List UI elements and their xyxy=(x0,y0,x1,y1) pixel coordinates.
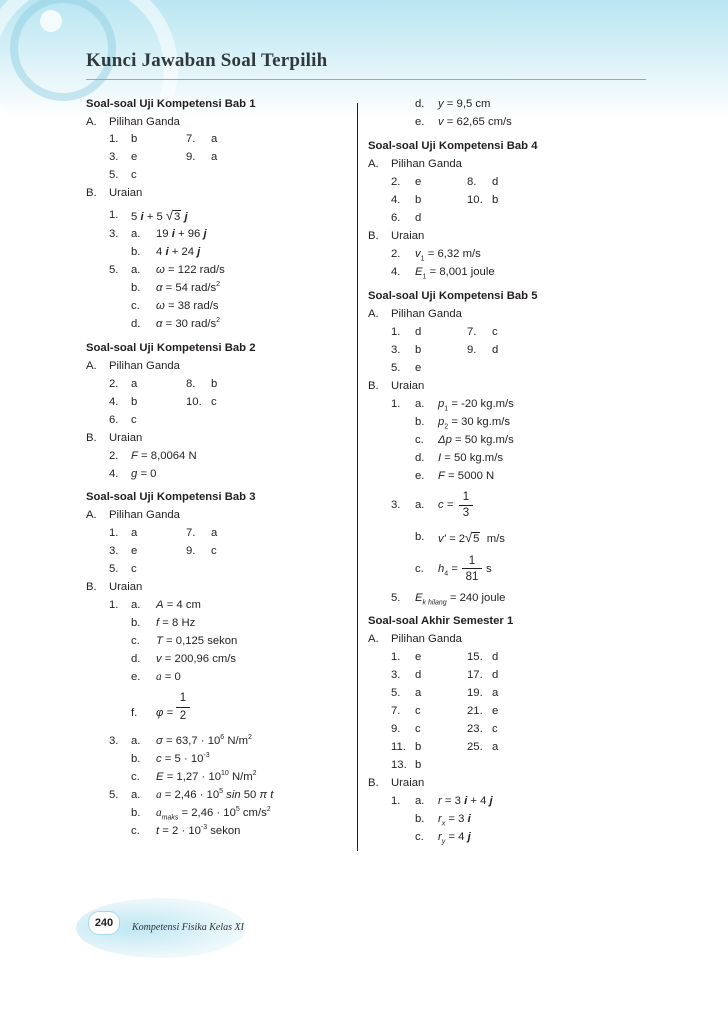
answer-number: 4. xyxy=(109,468,119,480)
section-letter: B. xyxy=(86,187,97,199)
section-letter: A. xyxy=(368,308,379,320)
answer-value: a xyxy=(131,378,138,390)
answer-number: 1. xyxy=(109,209,119,221)
formula: $E = 1,27 \cdot 10^{10}$ $N/m^2$ xyxy=(156,770,257,783)
answer-label: c. xyxy=(131,771,140,783)
answer-value: b xyxy=(415,344,422,356)
answer-value: a xyxy=(131,527,138,539)
formula: g = 0 xyxy=(131,468,157,480)
answer-value: b xyxy=(415,741,422,753)
answer-value: c xyxy=(492,723,498,735)
answer-value: d xyxy=(492,651,499,663)
subsection-title: Pilihan Ganda xyxy=(391,308,462,320)
section-letter: A. xyxy=(368,158,379,170)
answer-number: 7. xyxy=(186,133,196,145)
formula: I = 50 kg.m/s xyxy=(438,452,503,464)
answer-number: 1. xyxy=(391,398,401,410)
formula: F = 5000 N xyxy=(438,470,495,482)
answer-label: b. xyxy=(131,807,141,819)
section-heading: Soal-soal Uji Kompetensi Bab 4 xyxy=(368,140,538,152)
fraction-denominator: 3 xyxy=(462,507,470,519)
formula: $a = 2,46 \cdot 10^5$ sin 50 π t xyxy=(156,788,274,801)
unit: s xyxy=(486,563,492,575)
answer-number: 5. xyxy=(109,264,119,276)
answer-number: 1. xyxy=(391,651,401,663)
answer-number: 3. xyxy=(109,228,119,240)
answer-number: 1. xyxy=(391,795,401,807)
answer-number: 4. xyxy=(109,396,119,408)
answer-number: 4. xyxy=(391,194,401,206)
fraction-numerator: 1 xyxy=(179,692,187,704)
formula: y = 9,5 cm xyxy=(438,98,491,110)
formula: v = 200,96 cm/s xyxy=(156,653,237,665)
answer-label: b. xyxy=(131,617,141,629)
answer-value: b xyxy=(131,133,138,145)
answer-value: d xyxy=(492,669,499,681)
answer-number: 9. xyxy=(467,344,477,356)
answer-number: 5. xyxy=(391,362,401,374)
section-letter: A. xyxy=(86,360,97,372)
answer-label: a. xyxy=(415,795,425,807)
page-title: Kunci Jawaban Soal Terpilih xyxy=(86,50,328,71)
formula: $a_{maks} = 2,46 \cdot 10^5$ $cm/s^2$ xyxy=(156,806,271,822)
formula: v = 62,65 cm/s xyxy=(438,116,512,128)
formula: $v_1 = 6,32$ m/s xyxy=(415,248,481,263)
answer-number: 1. xyxy=(391,326,401,338)
answer-value: b xyxy=(131,396,138,408)
formula: a = 0 xyxy=(156,671,181,683)
answer-number: 3. xyxy=(391,669,401,681)
answer-value: b xyxy=(415,759,422,771)
formula: φ = xyxy=(156,707,174,719)
section-letter: A. xyxy=(86,509,97,521)
answer-number: 3. xyxy=(391,499,401,511)
answer-value: e xyxy=(131,545,138,557)
section-letter: B. xyxy=(368,230,379,242)
answer-value: a xyxy=(492,687,499,699)
title-rule xyxy=(86,79,646,80)
answer-value: c xyxy=(211,545,217,557)
formula: r = 3 i + 4 j xyxy=(438,795,493,807)
section-letter: B. xyxy=(86,581,97,593)
answer-number: 9. xyxy=(186,545,196,557)
answer-label: a. xyxy=(131,264,141,276)
answer-number: 7. xyxy=(186,527,196,539)
answer-number: 6. xyxy=(391,212,401,224)
answer-value: e xyxy=(415,362,422,374)
answer-number: 2. xyxy=(391,248,401,260)
formula: $p_1 = -20$ kg.m/s xyxy=(438,398,514,413)
answer-value: a xyxy=(211,133,218,145)
section-letter: B. xyxy=(368,777,379,789)
section-letter: A. xyxy=(86,116,97,128)
answer-number: 21. xyxy=(467,705,483,717)
answer-label: f. xyxy=(131,707,138,719)
fraction-bar xyxy=(176,707,190,708)
section-heading: Soal-soal Uji Kompetensi Bab 5 xyxy=(368,290,538,302)
answer-label: a. xyxy=(131,599,141,611)
answer-label: c. xyxy=(131,635,140,647)
formula: $\sigma = 63,7 \cdot 10^6$ $N/m^2$ xyxy=(156,734,252,747)
answer-number: 3. xyxy=(109,735,119,747)
answer-number: 2. xyxy=(109,450,119,462)
answer-value: c xyxy=(415,705,421,717)
formula: Δp = 50 kg.m/s xyxy=(438,434,514,446)
answer-label: c. xyxy=(415,831,424,843)
footer-book-title: Kompetensi Fisika Kelas XI xyxy=(132,922,244,933)
formula: A = 4 cm xyxy=(156,599,201,611)
formula: T = 0,125 sekon xyxy=(156,635,238,647)
fraction-numerator: 1 xyxy=(462,491,470,503)
answer-value: c xyxy=(492,326,498,338)
formula: v' = 2√5 m/s xyxy=(438,530,505,545)
answer-label: a. xyxy=(415,398,425,410)
fraction-denominator: 2 xyxy=(179,710,187,722)
section-heading: Soal-soal Uji Kompetensi Bab 1 xyxy=(86,98,256,110)
formula: $c = 5 \cdot 10^{-3}$ xyxy=(156,752,210,765)
fraction-bar xyxy=(459,505,473,506)
fraction-denominator: 81 xyxy=(465,571,479,583)
subsection-title: Pilihan Ganda xyxy=(109,509,180,521)
section-heading: Soal-soal Uji Kompetensi Bab 2 xyxy=(86,342,256,354)
answer-value: d xyxy=(415,326,422,338)
answer-label: d. xyxy=(415,98,425,110)
answer-value: d xyxy=(492,176,499,188)
formula: $p_2 = 30$ kg.m/s xyxy=(438,416,511,431)
answer-number: 23. xyxy=(467,723,483,735)
answer-number: 5. xyxy=(109,563,119,575)
answer-label: b. xyxy=(415,416,425,428)
answer-label: a. xyxy=(131,735,141,747)
answer-number: 10. xyxy=(186,396,202,408)
answer-label: b. xyxy=(131,753,141,765)
answer-number: 5. xyxy=(109,169,119,181)
subsection-title: Pilihan Ganda xyxy=(391,633,462,645)
formula: 19 i + 96 j xyxy=(156,228,207,240)
answer-number: 1. xyxy=(109,527,119,539)
formula: 4 i + 24 j xyxy=(156,246,201,258)
answer-number: 6. xyxy=(109,414,119,426)
formula: ω = 38 rad/s xyxy=(156,300,219,312)
formula: $h_4$ = xyxy=(438,563,458,578)
fraction-numerator: 1 xyxy=(468,555,476,567)
answer-label: a. xyxy=(131,789,141,801)
answer-value: a xyxy=(492,741,499,753)
answer-number: 7. xyxy=(391,705,401,717)
decorative-dot xyxy=(40,10,62,32)
answer-value: e xyxy=(415,651,422,663)
answer-label: d. xyxy=(415,452,425,464)
section-letter: B. xyxy=(368,380,379,392)
subsection-title: Pilihan Ganda xyxy=(391,158,462,170)
formula: c = xyxy=(438,499,454,511)
formula: α = 54 rad/$s^2$ xyxy=(156,281,221,294)
formula: α = 30 rad/$s^2$ xyxy=(156,317,221,330)
answer-value: a xyxy=(211,527,218,539)
answer-label: c. xyxy=(131,300,140,312)
formula: $r_y = 4$ j xyxy=(438,831,471,846)
answer-label: b. xyxy=(131,246,141,258)
answer-label: b. xyxy=(131,282,141,294)
answer-number: 4. xyxy=(391,266,401,278)
answer-number: 1. xyxy=(109,599,119,611)
column-divider xyxy=(357,103,358,851)
answer-value: c xyxy=(211,396,217,408)
answer-value: c xyxy=(415,723,421,735)
answer-label: b. xyxy=(415,813,425,825)
subsection-title: Uraian xyxy=(391,777,425,789)
answer-number: 2. xyxy=(109,378,119,390)
answer-number: 3. xyxy=(391,344,401,356)
answer-number: 19. xyxy=(467,687,483,699)
subsection-title: Uraian xyxy=(391,380,425,392)
subsection-title: Uraian xyxy=(391,230,425,242)
answer-value: b xyxy=(415,194,422,206)
section-heading: Soal-soal Uji Kompetensi Bab 3 xyxy=(86,491,256,503)
subsection-title: Pilihan Ganda xyxy=(109,116,180,128)
answer-value: a xyxy=(211,151,218,163)
answer-number: 3. xyxy=(109,545,119,557)
answer-number: 8. xyxy=(186,378,196,390)
section-heading: Soal-soal Akhir Semester 1 xyxy=(368,615,514,627)
answer-number: 1. xyxy=(109,133,119,145)
answer-number: 5. xyxy=(391,687,401,699)
answer-value: a xyxy=(415,687,422,699)
answer-value: c xyxy=(131,563,137,575)
formula: $t = 2 \cdot 10^{-3}$ sekon xyxy=(156,824,241,837)
answer-value: d xyxy=(492,344,499,356)
answer-label: d. xyxy=(131,653,141,665)
answer-value: e xyxy=(415,176,422,188)
answer-number: 5. xyxy=(109,789,119,801)
formula: f = 8 Hz xyxy=(156,617,196,629)
answer-number: 9. xyxy=(186,151,196,163)
answer-number: 8. xyxy=(467,176,477,188)
fraction-bar xyxy=(462,568,482,569)
formula: ω = 122 rad/s xyxy=(156,264,225,276)
answer-label: d. xyxy=(131,318,141,330)
subsection-title: Pilihan Ganda xyxy=(109,360,180,372)
answer-label: a. xyxy=(131,228,141,240)
subsection-title: Uraian xyxy=(109,581,143,593)
answer-value: c xyxy=(131,414,137,426)
answer-number: 10. xyxy=(467,194,483,206)
answer-number: 2. xyxy=(391,176,401,188)
answer-value: d xyxy=(415,669,422,681)
answer-label: c. xyxy=(415,563,424,575)
subsection-title: Uraian xyxy=(109,432,143,444)
answer-number: 11. xyxy=(391,741,406,753)
answer-number: 9. xyxy=(391,723,401,735)
answer-label: b. xyxy=(415,531,425,543)
answer-label: a. xyxy=(415,499,425,511)
formula: F = 8,0064 N xyxy=(131,450,197,462)
answer-label: e. xyxy=(415,116,425,128)
answer-number: 3. xyxy=(109,151,119,163)
answer-label: e. xyxy=(415,470,425,482)
page-number: 240 xyxy=(88,911,120,935)
answer-number: 17. xyxy=(467,669,483,681)
answer-value: e xyxy=(131,151,138,163)
answer-number: 25. xyxy=(467,741,483,753)
answer-label: c. xyxy=(415,434,424,446)
formula: $r_x = 3$ i xyxy=(438,813,471,828)
answer-number: 15. xyxy=(467,651,483,663)
section-letter: A. xyxy=(368,633,379,645)
answer-value: b xyxy=(211,378,218,390)
section-letter: B. xyxy=(86,432,97,444)
formula: 5 i + 5 √3 j xyxy=(131,208,188,223)
answer-number: 13. xyxy=(391,759,407,771)
answer-number: 5. xyxy=(391,592,401,604)
answer-value: b xyxy=(492,194,499,206)
answer-value: c xyxy=(131,169,137,181)
answer-label: c. xyxy=(131,825,140,837)
answer-number: 7. xyxy=(467,326,477,338)
formula: $E_{k hilang} = 240$ joule xyxy=(415,592,506,607)
subsection-title: Uraian xyxy=(109,187,143,199)
answer-value: d xyxy=(415,212,422,224)
formula: $E_1 = 8,001$ joule xyxy=(415,266,495,281)
answer-label: e. xyxy=(131,671,141,683)
answer-value: e xyxy=(492,705,499,717)
